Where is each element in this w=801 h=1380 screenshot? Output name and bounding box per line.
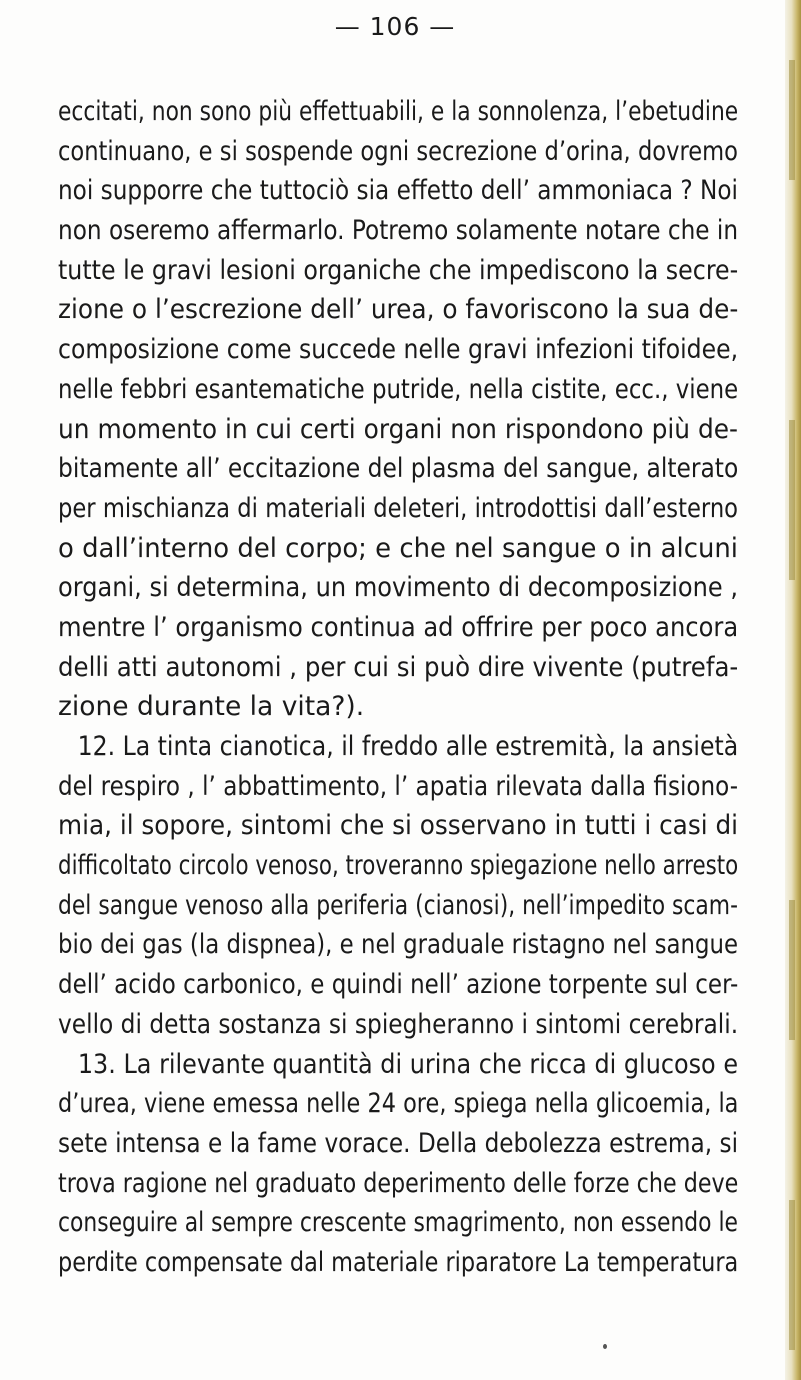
text-line: composizione come succede nelle gravi infezioni tifoidee, — [58, 334, 739, 366]
page-edge-shadow — [789, 60, 795, 180]
text-line: delli atti autonomi , per cui si può dire vivente (putrefa- — [58, 651, 739, 683]
text-line: d’urea, viene emessa nelle 24 ore, spiega nella glicoemia, la — [58, 1088, 739, 1120]
text-line: del respiro , l’ abbattimento, l’ apatia rilevata dalla fisiono- — [58, 770, 739, 802]
text-line: bitamente all’ eccitazione del plasma del sangue, alterato — [58, 453, 739, 485]
text-line: 13. La rilevante quantità di urina che ricca di glucoso e — [77, 1048, 739, 1080]
page-edge-shadow — [789, 900, 795, 1040]
text-line: mia, il sopore, sintomi che si osservano in tutti i casi di — [58, 810, 739, 842]
body-text — [58, 92, 738, 1283]
text-line: eccitati, non sono più effettuabili, e la sonnolenza, l’ebetudine — [58, 96, 739, 127]
paper-speck — [603, 1344, 607, 1349]
text-line: del sangue venoso alla periferia (cianosi), nell’impedito scam- — [58, 889, 738, 921]
text-line: difficoltato circolo venoso, troveranno spiegazione nello arresto — [58, 850, 739, 882]
text-line: organi, si determina, un movimento di decomposizione , — [58, 572, 739, 604]
text-line: per mischianza di materiali deleteri, introdottisi dall’esterno — [58, 492, 739, 524]
text-line: sete intensa e la fame vorace. Della debolezza estrema, si — [58, 1127, 739, 1159]
text-line: tutte le gravi lesioni organiche che impediscono la secre- — [58, 254, 739, 286]
text-line: non oseremo affermarlo. Potremo solamente notare che in — [58, 215, 739, 247]
text-line: zione durante la vita?). — [58, 691, 365, 723]
text-line: continuano, e si sospende ogni secrezione d’orina, dovremo — [58, 135, 738, 167]
text-line: trova ragione nel graduato deperimento delle forze che deve — [58, 1167, 739, 1199]
text-line: nelle febbri esantematiche putride, nella cistite, ecc., viene — [58, 373, 739, 405]
page-edge-shadow — [789, 420, 795, 580]
text-line: dell’ acido carbonico, e quindi nell’ azione torpente sul cer- — [58, 969, 739, 1001]
page-edge — [785, 0, 801, 1380]
text-line: un momento in cui certi organi non rispondono più de- — [58, 413, 738, 445]
text-line: 12. La tinta cianotica, il freddo alle estremità, la ansietà — [77, 731, 739, 762]
text-line: bio dei gas (la dispnea), e nel graduale ristagno nel sangue — [58, 929, 739, 961]
text-line: conseguire al sempre crescente smagrimento, non essendo le — [58, 1207, 738, 1239]
text-line: noi supporre che tuttociò sia effetto dell’ ammoniaca ? Noi — [58, 175, 738, 207]
text-line: o dall’interno del corpo; e che nel sangue o in alcuni — [58, 532, 738, 564]
text-line: vello di detta sostanza si spiegheranno i sintomi cerebrali. — [58, 1008, 739, 1040]
text-line: zione o l’escrezione dell’ urea, o favoriscono la sua de- — [58, 294, 739, 326]
text-line: perdite compensate dal materiale riparatore La temperatura — [58, 1246, 739, 1278]
page-number: — 106 — — [334, 12, 456, 41]
text-line: mentre l’ organismo continua ad offrire per poco ancora — [58, 611, 739, 643]
page-edge-shadow — [789, 1200, 795, 1350]
